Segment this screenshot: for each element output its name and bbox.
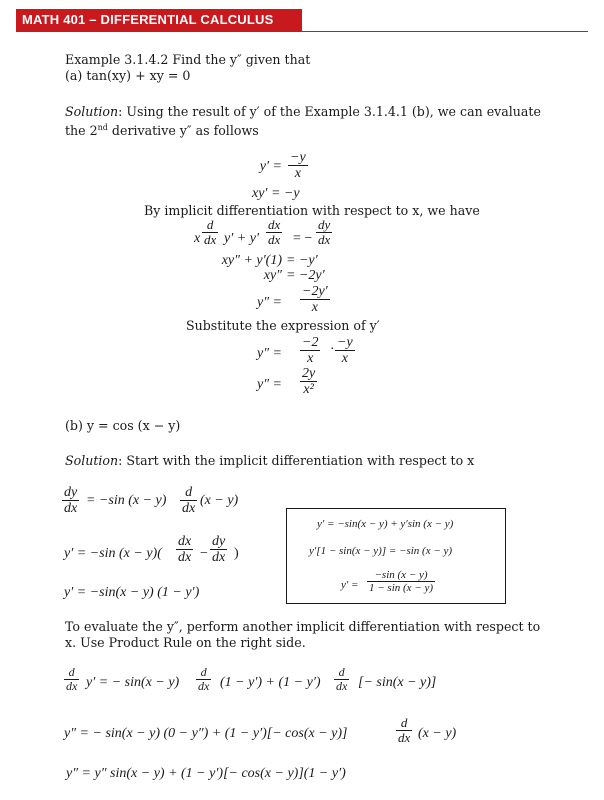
eq3-x: x	[194, 231, 201, 246]
note-substitute: Substitute the expression of y′	[186, 318, 380, 333]
b-l2-lhs: y′ = −sin (x − y)(	[64, 546, 162, 561]
e2-b: (x − y)	[418, 726, 457, 741]
eq5-rhs: = −2y′	[286, 268, 325, 283]
solution-a-line2: the 2nd derivative y″ as follows	[65, 123, 259, 139]
eval-line1: To evaluate the y″, perform another implicit differentiation with respect to	[65, 619, 541, 634]
b-l2-dxdx: $\frac{dx}{dx}$	[178, 534, 192, 565]
eq8-lhs: y″ =	[257, 377, 282, 392]
b-l2-minus: −	[200, 546, 208, 561]
eq7-fraction-1: $\frac{-2}{x}$	[302, 335, 319, 366]
result-box	[286, 508, 506, 604]
eq3-dydx: $\frac{dy}{dx}$	[318, 217, 331, 247]
eq3-equals: = −	[293, 231, 313, 246]
header-rule	[16, 31, 588, 32]
course-title: MATH 401 – DIFFERENTIAL CALCULUS	[22, 12, 274, 27]
eq1-lhs: y′ =	[259, 159, 282, 174]
e3: y″ = y″ sin(x − y) + (1 − y′)[− cos(x − y)](1 − y′)	[66, 766, 346, 781]
e1-a: y′ = − sin(x − y)	[86, 675, 180, 690]
course-header	[16, 9, 302, 31]
b-l2-close: )	[234, 546, 239, 561]
eq6-lhs: y″ =	[257, 295, 282, 310]
eq2: xy′ = −y	[252, 186, 300, 201]
eq5-lhs: xy″	[263, 268, 282, 283]
box-line3-fraction: $\frac{-\sin (x - y)}{1 - \sin (x - y)}$	[369, 569, 434, 594]
example-title: Example 3.1.4.2 Find the y″ given that	[65, 52, 311, 67]
b-l1-ddx: $\frac{d}{dx}$	[182, 485, 196, 516]
box-line3-lhs: y′ =	[341, 579, 359, 591]
eq4-lhs: xy″ + y′(1)	[221, 253, 282, 268]
b-l3: y′ = −sin(x − y) (1 − y′)	[64, 585, 200, 600]
eq3-ddx: $\frac{d}{dx}$	[204, 217, 217, 247]
example-part-a: (a) tan(xy) + xy = 0	[65, 68, 191, 83]
eq7-lhs: y″ =	[257, 346, 282, 361]
e2-ddx: $\frac{d}{dx}$	[398, 715, 411, 745]
eq6-fraction: $\frac{-2y'}{x}$	[302, 284, 328, 315]
eq7-fraction-2: $\frac{-y}{x}$	[337, 335, 353, 366]
b-l1-end: (x − y)	[200, 493, 239, 508]
e1-ddx-2: $\frac{d}{dx}$	[198, 665, 210, 693]
e1-b: (1 − y′) + (1 − y′)	[220, 675, 321, 690]
eq4-rhs: = −y′	[286, 253, 318, 268]
e1-ddx: $\frac{d}{dx}$	[66, 665, 78, 693]
e1-c: [− sin(x − y)]	[358, 675, 437, 690]
solution-a-line1: Solution: Using the result of y′ of the Example 3.1.4.1 (b), we can evaluate	[65, 104, 541, 119]
part-b-solution: Solution: Start with the implicit differentiation with respect to x	[65, 453, 475, 468]
b-l2-dydx: $\frac{dy}{dx}$	[212, 534, 226, 565]
eq3-dxdx: $\frac{dx}{dx}$	[268, 217, 281, 247]
box-line2: y′[1 − sin(x − y)] = −sin (x − y)	[309, 545, 453, 557]
eval-line2: x. Use Product Rule on the right side.	[65, 635, 306, 650]
eq8-fraction: $\frac{2y}{\text{x²}}$	[302, 366, 316, 397]
note-implicit: By implicit differentiation with respect to x, we have	[144, 203, 480, 218]
eq1-fraction: $\frac{-y}{x}$	[290, 150, 306, 181]
e1-ddx-3: $\frac{d}{dx}$	[336, 665, 348, 693]
solution-label: Solution	[65, 104, 119, 119]
b-l1-mid: = −sin (x − y)	[86, 493, 167, 508]
part-b-title: (b) y = cos (x − y)	[65, 418, 181, 433]
e2-a: y″ = − sin(x − y) (0 − y″) + (1 − y′)[− cos(x − y)]	[64, 726, 348, 741]
eq7-dot: ·	[330, 342, 335, 357]
box-line1: y′ = −sin(x − y) + y′sin (x − y)	[317, 518, 454, 530]
b-l1-dydx: $\frac{dy}{dx}$	[64, 485, 78, 516]
eq3-mid: y′ + y′	[224, 231, 259, 246]
